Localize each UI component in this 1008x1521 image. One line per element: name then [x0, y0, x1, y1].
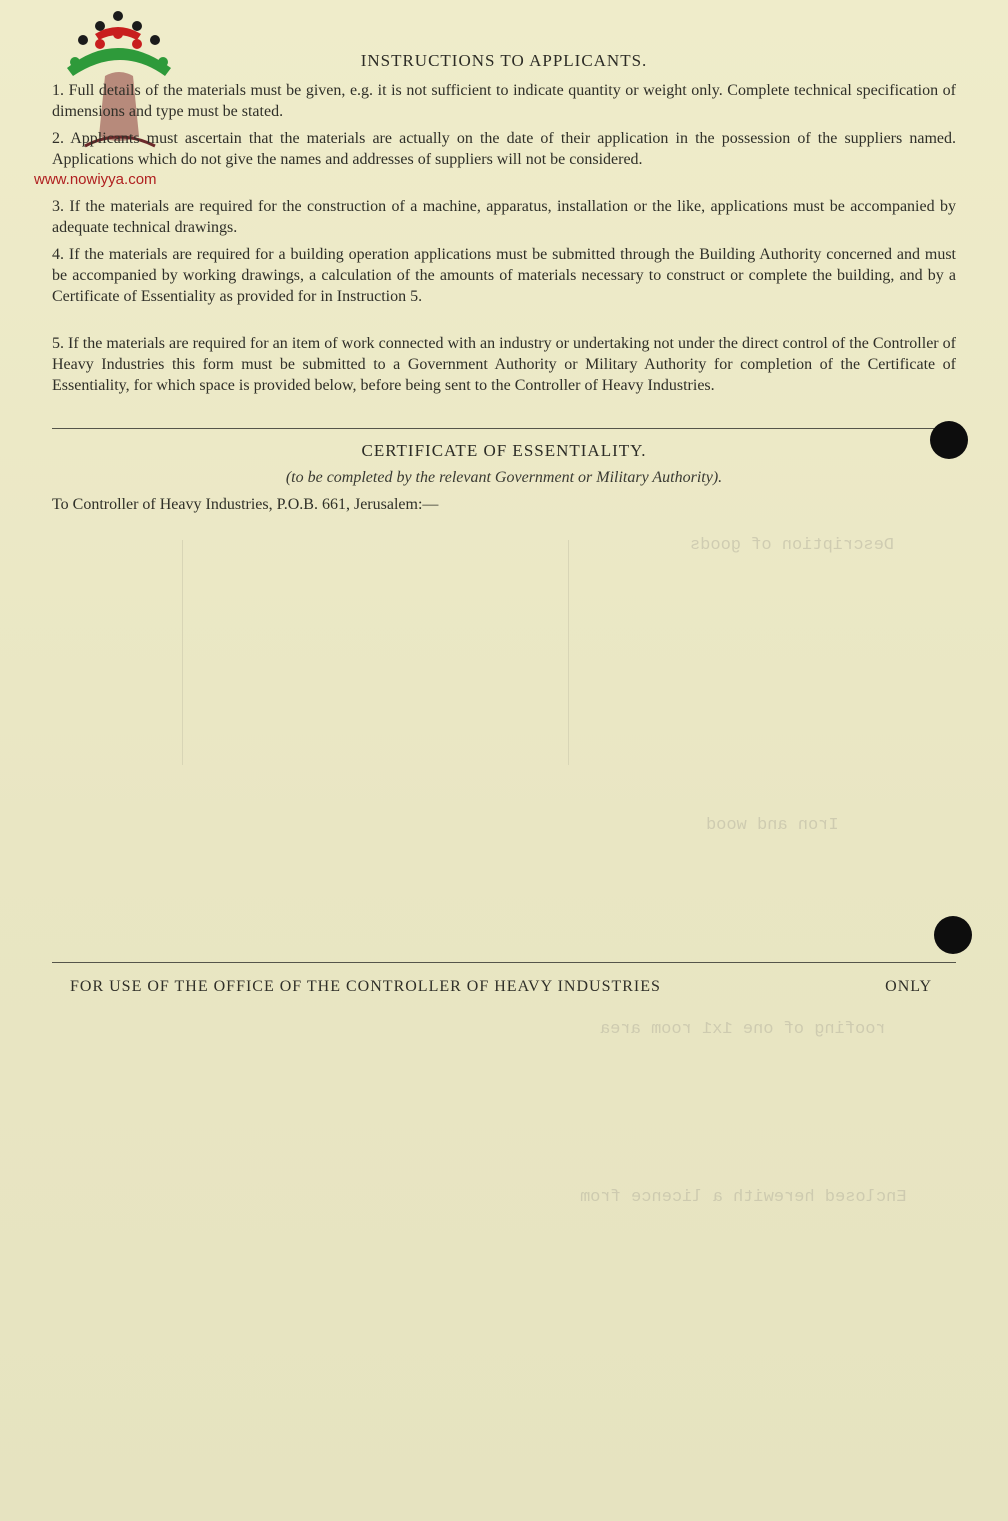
office-use-label	[70, 978, 932, 996]
section-divider	[52, 428, 956, 429]
instruction-item-3: 3. If the materials are required for the construction of a machine, apparatus, installation or the like, applications must be accompanied by adequate technical drawings.	[52, 198, 956, 236]
certificate-heading: CERTIFICATE OF ESSENTIALITY.	[361, 441, 647, 460]
punch-hole-icon	[930, 421, 968, 459]
bleed-through-line	[182, 540, 183, 765]
bleed-through-text: Enclosed herewith a licence from	[580, 1188, 907, 1207]
certificate-address: To Controller of Heavy Industries, P.O.B. 661, Jerusalem:—	[52, 496, 439, 513]
section-divider	[52, 962, 956, 963]
instruction-item-5: 5. If the materials are required for an item of work connected with an industry or undertaking not under the direct control of the Controller of Heavy Industries this form must be submitted to a Government Authority or Military Authority for completion of the Certificate of Essentiality, for which space is provided below, before being sent to the Controller of Heavy Industries.	[52, 335, 956, 394]
instruction-item-1: 1. Full details of the materials must be given, e.g. it is not sufficient to indicate quantity or weight only. Complete technical specification of dimensions and type must be stated.	[52, 82, 956, 120]
instruction-item-2: 2. Applicants must ascertain that the materials are actually on the date of their application in the possession of the suppliers named. Applications which do not give the names and addresses of suppliers will not be considered.	[52, 130, 956, 168]
watermark-url: www.nowiyya.com	[34, 171, 157, 188]
punch-hole-icon	[934, 916, 972, 954]
bleed-through-text: roofing of one 1x1 room area	[600, 1020, 886, 1039]
office-use-only: ONLY	[885, 978, 932, 995]
certificate-subheading: (to be completed by the relevant Government or Military Authority).	[285, 469, 723, 486]
instruction-item-4: 4. If the materials are required for a building operation applications must be submitted through the Building Authority concerned and must be accompanied by working drawings, a calculation of the amounts of materials necessary to construct or complete the building, and by a Certificate of Essentiality as provided for in Instruction 5.	[52, 246, 956, 305]
office-use-text: FOR USE OF THE OFFICE OF THE CONTROLLER OF HEAVY INDUSTRIES	[70, 978, 661, 995]
bleed-through-text: Description of goods	[690, 536, 895, 555]
instructions-heading: INSTRUCTIONS TO APPLICANTS.	[360, 51, 648, 70]
bleed-through-line	[568, 540, 569, 765]
bleed-through-text: Iron and wood	[706, 816, 839, 835]
